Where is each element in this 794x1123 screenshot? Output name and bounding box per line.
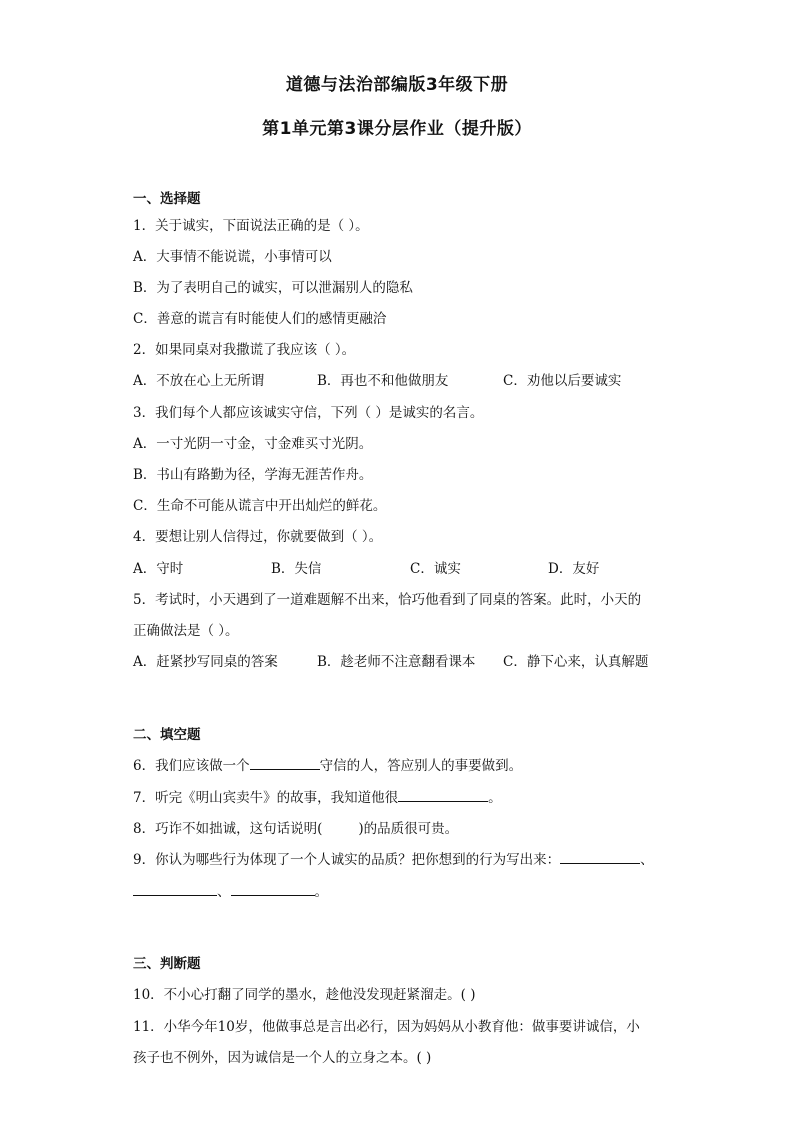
question-7-prefix: 7．听完《明山宾卖牛》的故事，我知道他很 (133, 790, 399, 806)
answer-blank-9b[interactable] (133, 881, 217, 896)
question-8 (133, 817, 458, 837)
question-2: 2．如果同桌对我撒谎了我应该（ ）。 (133, 342, 356, 358)
document-subtitle: 第1单元第3课分层作业（提升版） (262, 119, 532, 139)
question-2-option-b: B．再也不和他做朋友 (317, 373, 449, 389)
separator-2: 、 (217, 884, 231, 900)
question-6-suffix: 守信的人，答应别人的事要做到。 (319, 758, 523, 774)
question-4-option-b: B．失信 (271, 561, 322, 577)
question-5-line-2: 正确做法是（ ）。 (133, 623, 239, 639)
question-3-option-a: A．一寸光阴一寸金，寸金难买寸光阴。 (133, 436, 373, 452)
question-4-option-d: D．友好 (548, 561, 600, 577)
question-3-option-b: B．书山有路勤为径，学海无涯苦作舟。 (133, 467, 373, 483)
question-4: 4．要想让别人信得过，你就要做到（ ）。 (133, 529, 383, 545)
section-heading-fill-blank: 二、填空题 (133, 727, 201, 743)
question-5-option-b: B．趁老师不注意翻看课本 (317, 654, 476, 670)
question-5-option-c: C．静下心来，认真解题 (503, 654, 649, 670)
question-9-line-2 (133, 880, 328, 900)
question-9-line-1 (133, 848, 654, 868)
question-5-line-1: 5．考试时，小天遇到了一道难题解不出来，恰巧他看到了同桌的答案。此时，小天的 (133, 592, 642, 608)
question-7-suffix: 。 (488, 790, 502, 806)
section-heading-judge: 三、判断题 (133, 956, 201, 972)
question-2-option-c: C．劝他以后要诚实 (503, 373, 622, 389)
end-mark: 。 (314, 884, 328, 900)
question-11-line-1: 11．小华今年10岁，他做事总是言出必行，因为妈妈从小教育他：做事要讲诚信，小 (133, 1019, 640, 1035)
question-11-line-2: 孩子也不例外，因为诚信是一个人的立身之本。( ) (133, 1050, 432, 1066)
answer-blank-9a[interactable] (560, 849, 640, 864)
answer-blank-9c[interactable] (231, 881, 315, 896)
question-9-prefix: 9．你认为哪些行为体现了一个人诚实的品质？把你想到的行为写出来： (133, 852, 561, 868)
question-3: 3．我们每个人都应该诚实守信，下列（ ）是诚实的名言。 (133, 405, 484, 421)
question-10: 10．不小心打翻了同学的墨水，趁他没发现赶紧溜走。( ) (133, 987, 476, 1003)
question-2-option-a: A．不放在心上无所谓 (133, 373, 265, 389)
question-8-prefix: 8．巧诈不如拙诚，这句话说明( (133, 821, 323, 837)
separator-1: 、 (640, 852, 654, 868)
answer-blank-6[interactable] (250, 755, 320, 770)
question-1-option-c: C．善意的谎言有时能使人们的感情更融洽 (133, 311, 387, 327)
question-4-option-a: A．守时 (133, 561, 184, 577)
question-1-option-a: A．大事情不能说谎，小事情可以 (133, 249, 332, 265)
question-6-prefix: 6．我们应该做一个 (133, 758, 250, 774)
question-8-suffix: )的品质很可贵。 (358, 821, 459, 837)
question-5-option-a: A．赶紧抄写同桌的答案 (133, 654, 278, 670)
question-4-option-c: C．诚实 (410, 561, 461, 577)
answer-blank-7[interactable] (398, 787, 488, 802)
question-3-option-c: C．生命不可能从谎言中开出灿烂的鲜花。 (133, 498, 387, 514)
question-7 (133, 786, 502, 806)
question-6 (133, 754, 522, 774)
document-title: 道德与法治部编版3年级下册 (285, 75, 509, 95)
question-1: 1．关于诚实，下面说法正确的是（ ）。 (133, 218, 369, 234)
question-1-option-b: B．为了表明自己的诚实，可以泄漏别人的隐私 (133, 280, 413, 296)
section-heading-choice: 一、选择题 (133, 191, 201, 207)
